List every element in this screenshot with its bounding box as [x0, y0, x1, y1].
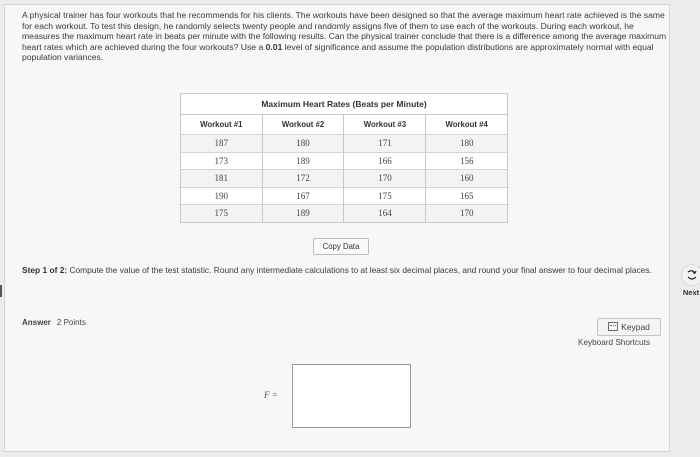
answer-label: Answer	[22, 318, 51, 327]
table-cell: 189	[262, 205, 344, 222]
table-row	[181, 170, 507, 188]
table-cell: 170	[344, 170, 426, 188]
step-instruction	[22, 265, 662, 275]
table-cell: 170	[426, 205, 507, 222]
table-cell: 156	[426, 152, 507, 170]
table-cell: 160	[426, 170, 507, 188]
column-header: Workout #3	[344, 115, 426, 135]
table-cell: 175	[344, 187, 426, 205]
keyboard-shortcuts-link[interactable]: Keyboard Shortcuts	[578, 338, 650, 347]
table-header-row	[181, 115, 507, 135]
table-row	[181, 152, 507, 170]
answer-header	[22, 318, 86, 327]
problem-statement	[22, 10, 672, 63]
table-row	[181, 187, 507, 205]
table-cell: 164	[344, 205, 426, 222]
next-arrow-icon	[681, 264, 700, 286]
keypad-label: Keypad	[621, 322, 650, 332]
column-header: Workout #4	[426, 115, 507, 135]
copy-data-button[interactable]: Copy Data	[313, 238, 369, 255]
problem-text-1: A physical trainer has four workouts that he recommends for his clients. The workouts have been designed so that the average maximum heart rate achieved is the same for each workout. To test this design, he randomly selects twenty people and randomly assigns five of them to use each of the workouts. During each workout, he measures the maximum heart rate in beats per minute with the following results. Can the physical trainer conclude that there is a difference among the average maximum heart rates which are achieved during the four workouts? Use a	[22, 10, 667, 52]
f-statistic-input[interactable]	[292, 364, 411, 428]
step-label: Step 1 of 2:	[22, 265, 68, 275]
next-label: Next	[682, 288, 700, 297]
column-header: Workout #2	[262, 115, 344, 135]
next-button[interactable]	[676, 264, 700, 297]
table-cell: 180	[426, 135, 507, 153]
table-cell: 190	[181, 187, 262, 205]
table-row	[181, 205, 507, 222]
keypad-button[interactable]	[597, 318, 661, 336]
keyboard-icon	[608, 322, 618, 331]
column-header: Workout #1	[181, 115, 262, 135]
table-cell: 173	[181, 152, 262, 170]
data-table	[180, 93, 508, 223]
step-text: Compute the value of the test statistic. Round any intermediate calculations to at least six decimal places, and round your final answer to four decimal places.	[67, 265, 652, 275]
table-cell: 180	[262, 135, 344, 153]
table-cell: 165	[426, 187, 507, 205]
problem-text-2: level of significance and assume the population distributions are approximately normal with equal population variances.	[22, 41, 654, 63]
points-label: 2 Points	[56, 318, 86, 327]
table-row	[181, 135, 507, 153]
table-cell: 189	[262, 152, 344, 170]
left-edge-marker	[0, 285, 2, 297]
table-cell: 172	[262, 170, 344, 188]
table-cell: 187	[181, 135, 262, 153]
table-caption: Maximum Heart Rates (Beats per Minute)	[261, 99, 427, 109]
table-cell: 171	[344, 135, 426, 153]
significance-level: 0.01	[265, 41, 283, 52]
table-cell: 167	[262, 187, 344, 205]
table-cell: 175	[181, 205, 262, 222]
f-statistic-label: F =	[264, 390, 278, 400]
table-cell: 181	[181, 170, 262, 188]
table-cell: 166	[344, 152, 426, 170]
